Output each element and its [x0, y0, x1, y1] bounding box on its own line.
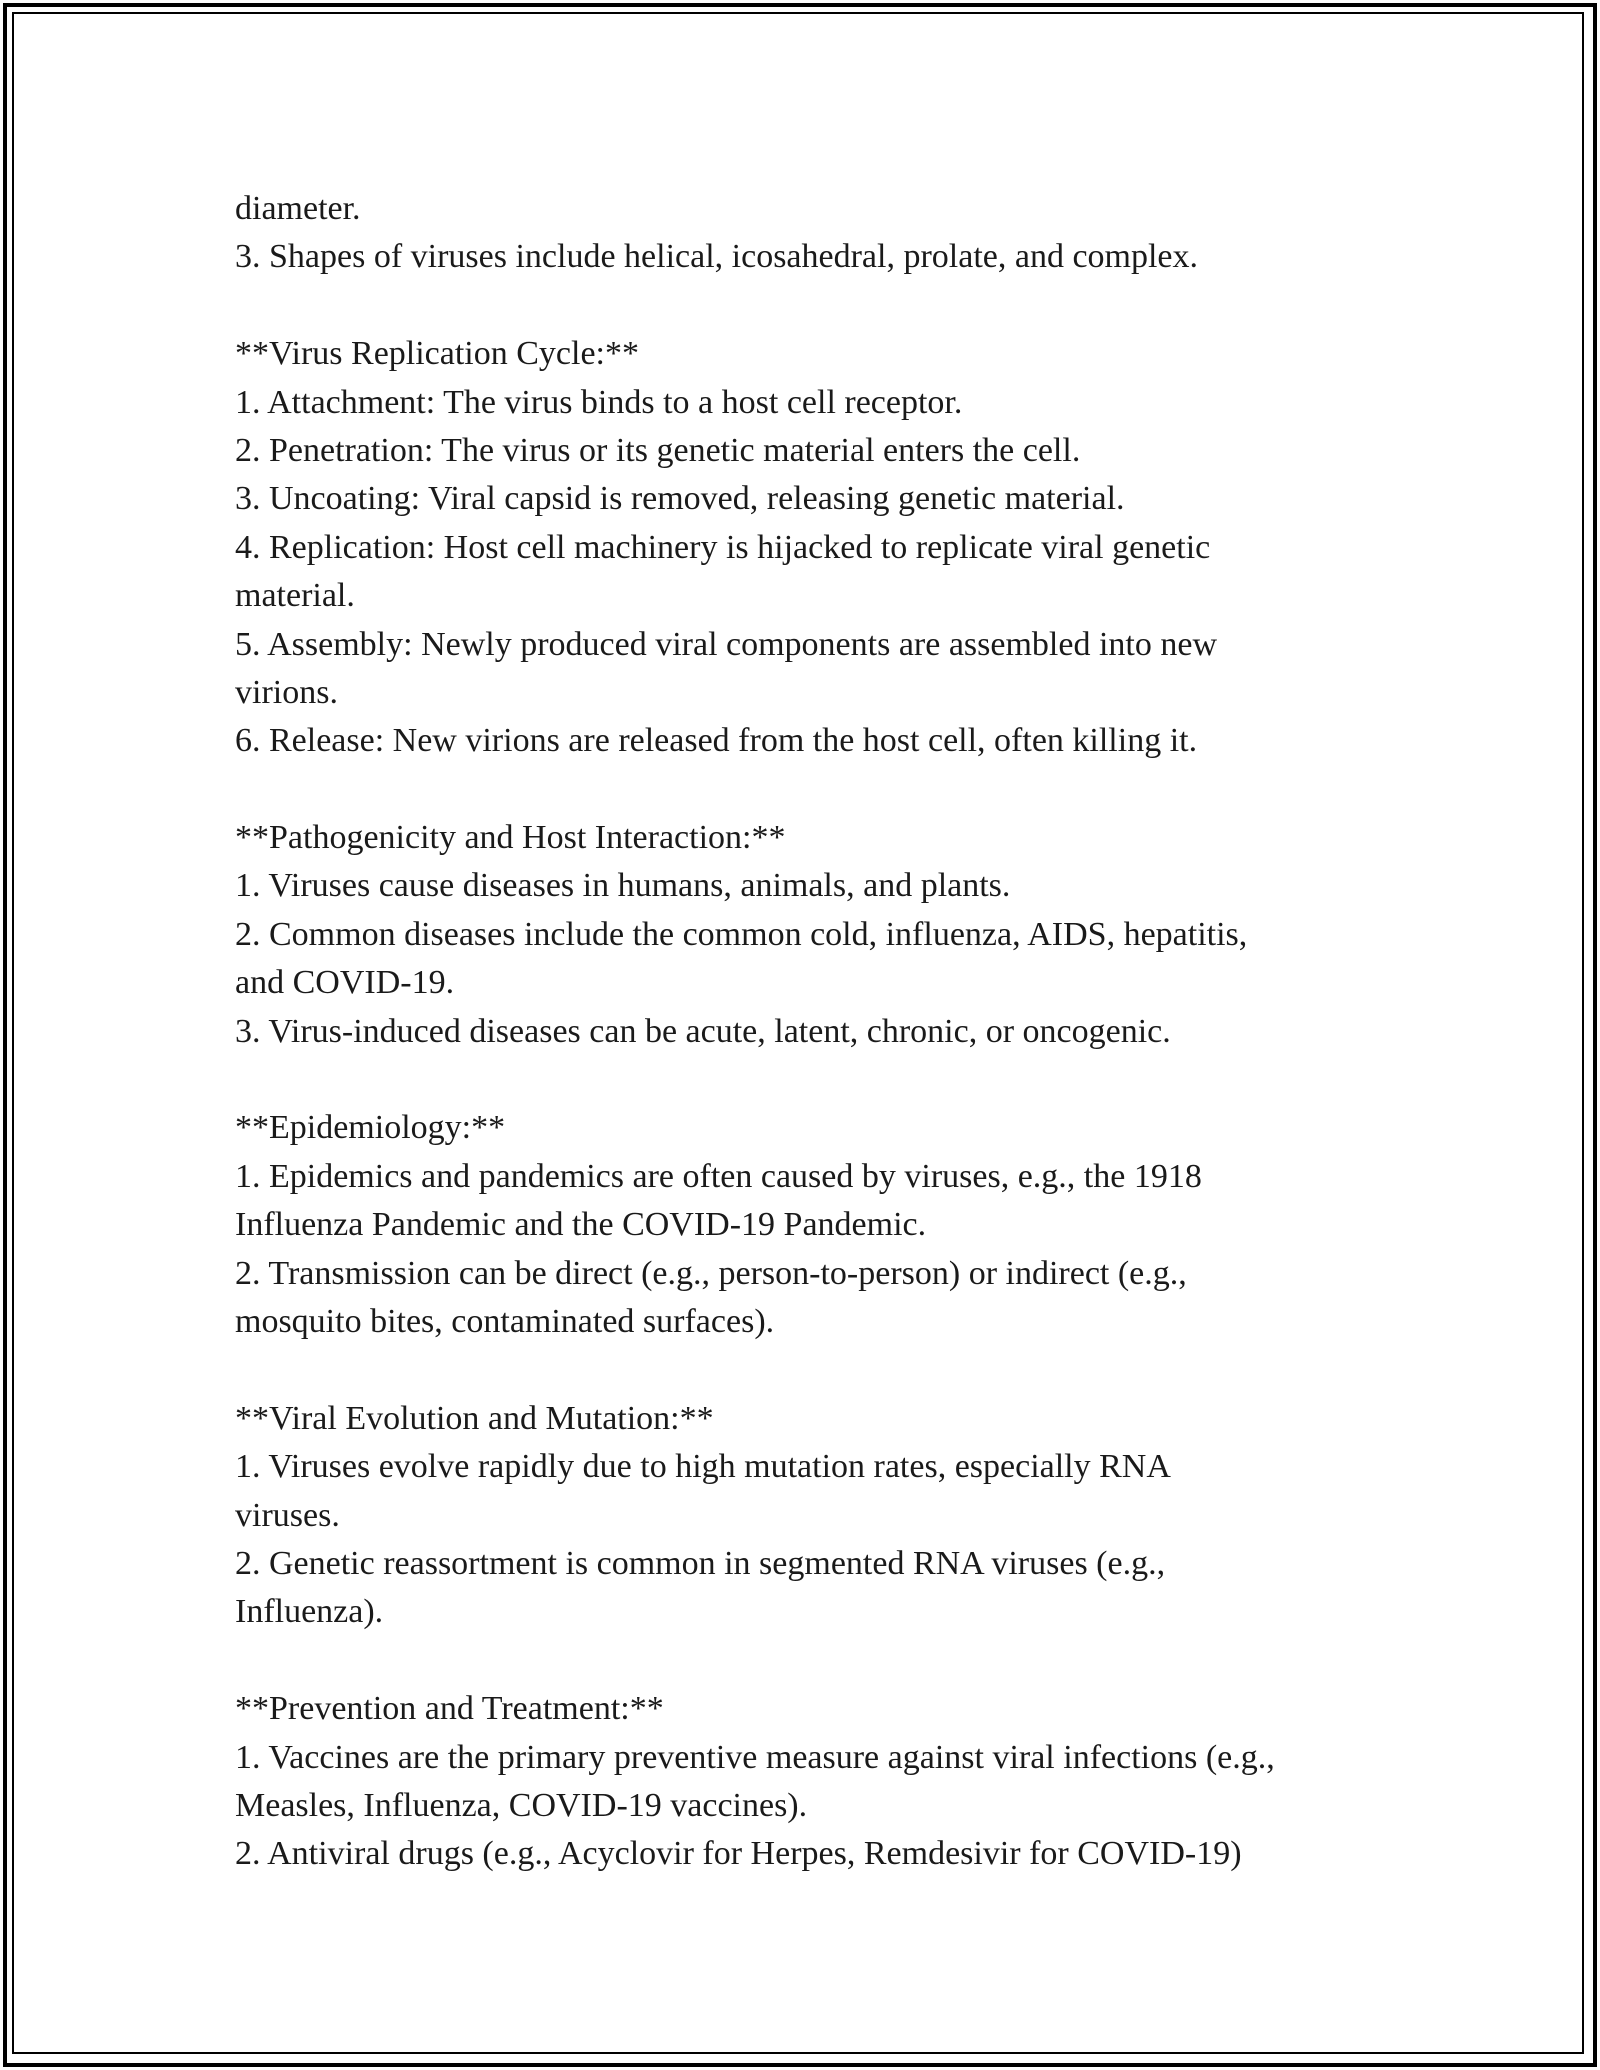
text-line: 1. Attachment: The virus binds to a host cell receptor. [235, 383, 963, 421]
section-heading: **Virus Replication Cycle:** [235, 335, 639, 373]
paragraph-gap [235, 766, 1365, 814]
text-line: diameter. [235, 190, 361, 227]
text-line: 3. Virus-induced diseases can be acute, latent, chronic, or oncogenic. [235, 1012, 1171, 1050]
text-line: 2. Antiviral drugs (e.g., Acyclovir for Herpes, Remdesivir for COVID-19) [235, 1835, 1242, 1873]
text-line: 2. Common diseases include the common cold, influenza, AIDS, hepatitis, [235, 915, 1248, 953]
text-line: 1. Viruses evolve rapidly due to high mutation rates, especially RNA [235, 1448, 1171, 1486]
text-line: 3. Shapes of viruses include helical, icosahedral, prolate, and complex. [235, 238, 1199, 276]
text-line: 1. Vaccines are the primary preventive measure against viral infections (e.g., [235, 1738, 1275, 1776]
text-line: and COVID-19. [235, 964, 455, 1002]
text-line: 4. Replication: Host cell machinery is hijacked to replicate viral genetic [235, 528, 1211, 566]
paragraph-gap [235, 1346, 1365, 1394]
text-line: mosquito bites, contaminated surfaces). [235, 1302, 775, 1340]
text-line: virions. [235, 673, 338, 711]
paragraph-gap [235, 1056, 1365, 1104]
text-line: Influenza). [235, 1593, 384, 1631]
text-line: Influenza Pandemic and the COVID-19 Pandemic. [235, 1206, 927, 1244]
section-heading: **Pathogenicity and Host Interaction:** [235, 819, 786, 857]
section-heading: **Viral Evolution and Mutation:** [235, 1399, 714, 1437]
text-line: 1. Epidemics and pandemics are often caused by viruses, e.g., the 1918 [235, 1157, 1202, 1195]
paragraph-gap [235, 1637, 1365, 1685]
document-body [235, 185, 1365, 1879]
section-heading: **Prevention and Treatment:** [235, 1690, 664, 1728]
text-line: viruses. [235, 1496, 340, 1534]
text-line: 1. Viruses cause diseases in humans, animals, and plants. [235, 867, 1011, 905]
text-line: 3. Uncoating: Viral capsid is removed, releasing genetic material. [235, 480, 1125, 518]
text-line: 2. Penetration: The virus or its genetic material enters the cell. [235, 431, 1081, 469]
paragraph-gap [235, 282, 1365, 330]
text-line: 2. Genetic reassortment is common in segmented RNA viruses (e.g., [235, 1544, 1166, 1582]
text-line: Measles, Influenza, COVID-19 vaccines). [235, 1786, 808, 1824]
text-line: 2. Transmission can be direct (e.g., person-to-person) or indirect (e.g., [235, 1254, 1187, 1292]
section-heading: **Epidemiology:** [235, 1109, 506, 1147]
text-line: 5. Assembly: Newly produced viral components are assembled into new [235, 625, 1217, 663]
text-line: material. [235, 577, 355, 615]
text-line: 6. Release: New virions are released from the host cell, often killing it. [235, 722, 1198, 760]
